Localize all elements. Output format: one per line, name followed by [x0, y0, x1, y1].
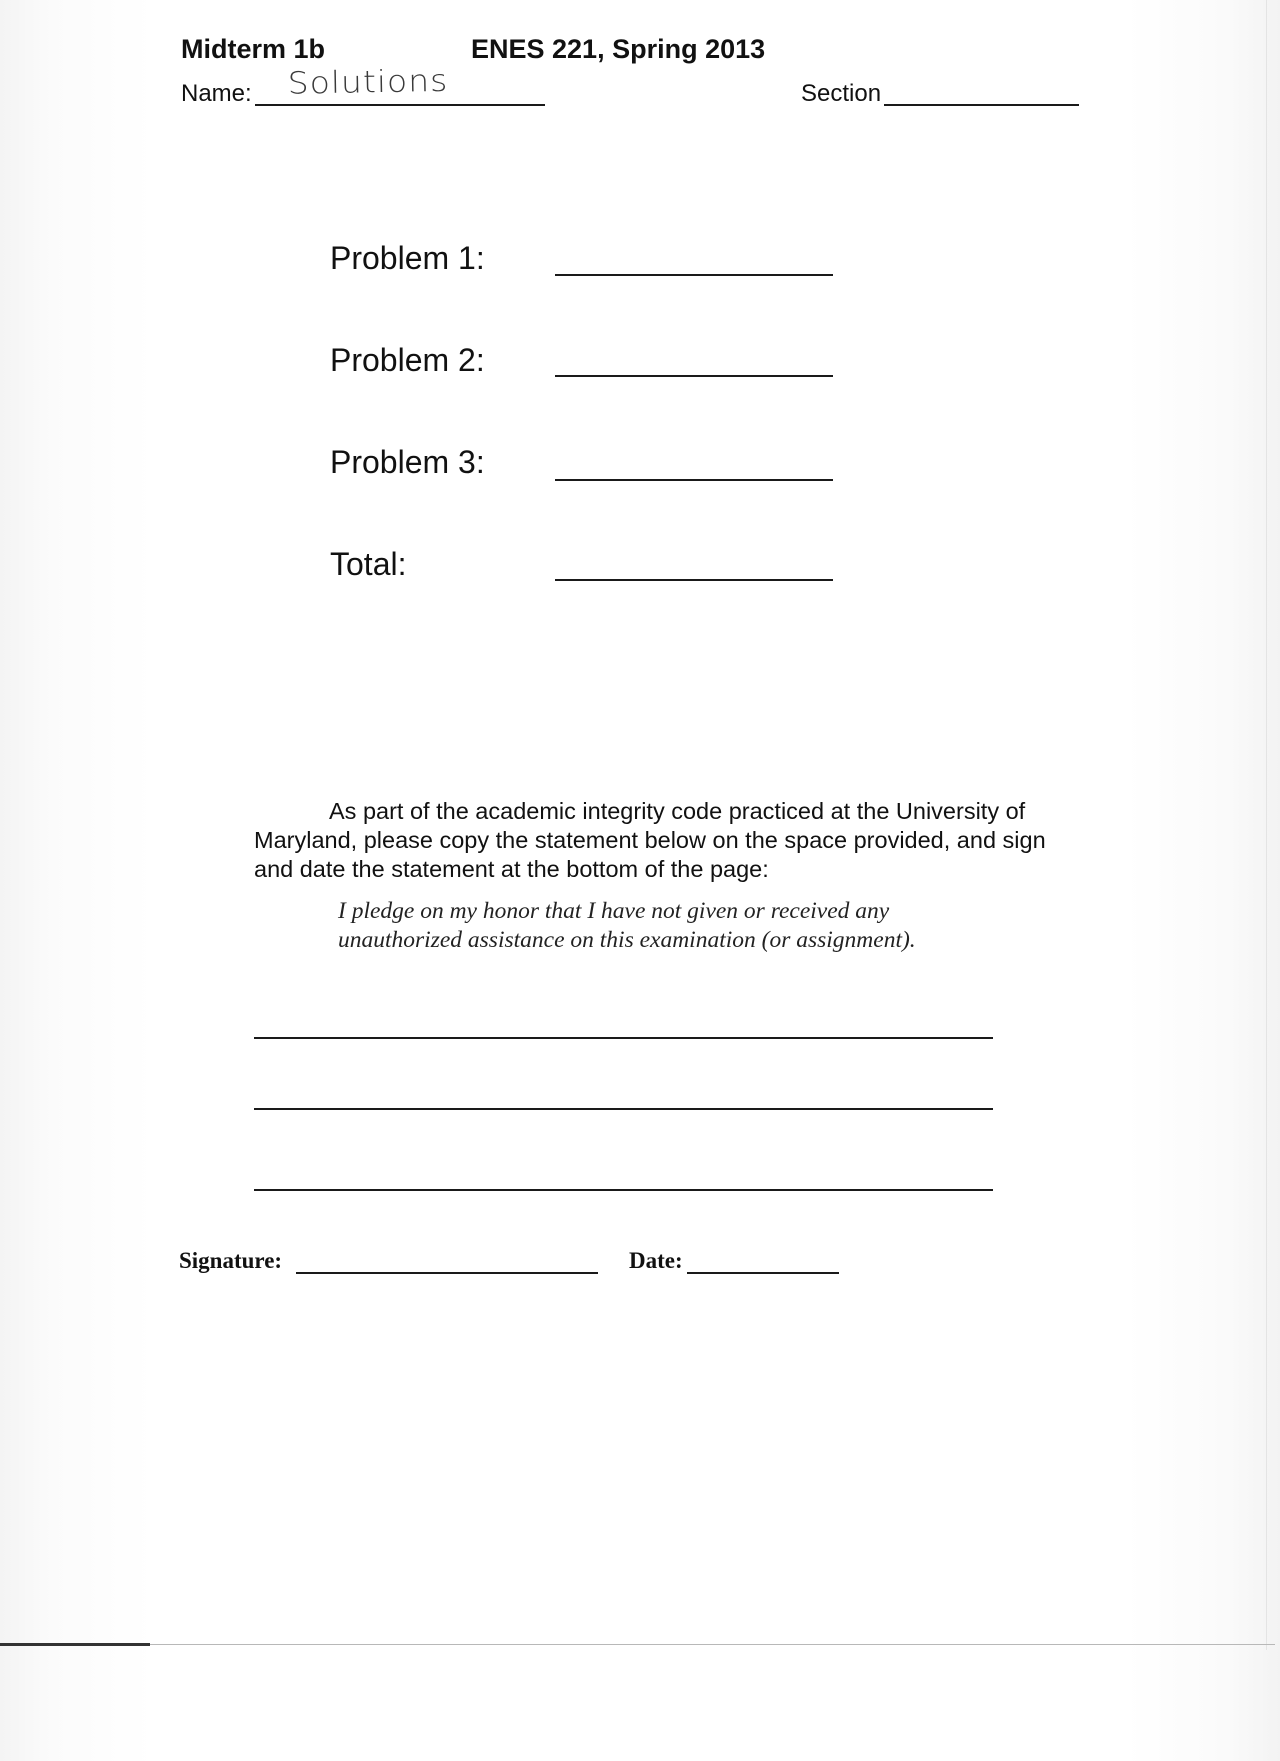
pledge-copy-line[interactable]: [254, 1037, 993, 1039]
integrity-instructions: As part of the academic integrity code practiced at the University of Maryland, please copy the statement below on the space provided, and sign and date the statement at the bottom of the page:: [254, 798, 1046, 882]
date-label: Date:: [629, 1248, 683, 1273]
name-field-line[interactable]: [255, 104, 545, 106]
score-row-label: Problem 1:: [330, 240, 485, 276]
score-blank-line[interactable]: [555, 375, 833, 377]
page-edge: [1266, 0, 1267, 1650]
exam-title: Midterm 1b: [181, 34, 326, 64]
name-handwritten-value: Solutions: [287, 62, 449, 101]
pledge-copy-line[interactable]: [254, 1189, 993, 1191]
signature-line[interactable]: [296, 1272, 598, 1274]
section-label: Section: [801, 80, 882, 107]
score-blank-line[interactable]: [555, 579, 833, 581]
score-blank-line[interactable]: [555, 274, 833, 276]
score-row-label: Problem 2:: [330, 342, 485, 378]
name-label: Name:: [181, 80, 252, 107]
signature-label: Signature:: [179, 1248, 283, 1273]
course-title: ENES 221, Spring 2013: [471, 34, 766, 64]
score-row-label: Total:: [330, 546, 407, 582]
pledge-line-1: I pledge on my honor that I have not given or received any: [338, 898, 890, 924]
score-row-label: Problem 3:: [330, 444, 485, 480]
date-line[interactable]: [687, 1272, 839, 1274]
pledge-copy-line[interactable]: [254, 1108, 993, 1110]
score-blank-line[interactable]: [555, 479, 833, 481]
page-bottom-edge-shadow: [0, 1643, 150, 1646]
page-bottom-edge: [0, 1644, 1275, 1645]
pledge-statement: [338, 897, 1038, 955]
section-field-line[interactable]: [884, 104, 1079, 106]
pledge-line-2: unauthorized assistance on this examination (or assignment).: [338, 927, 916, 953]
